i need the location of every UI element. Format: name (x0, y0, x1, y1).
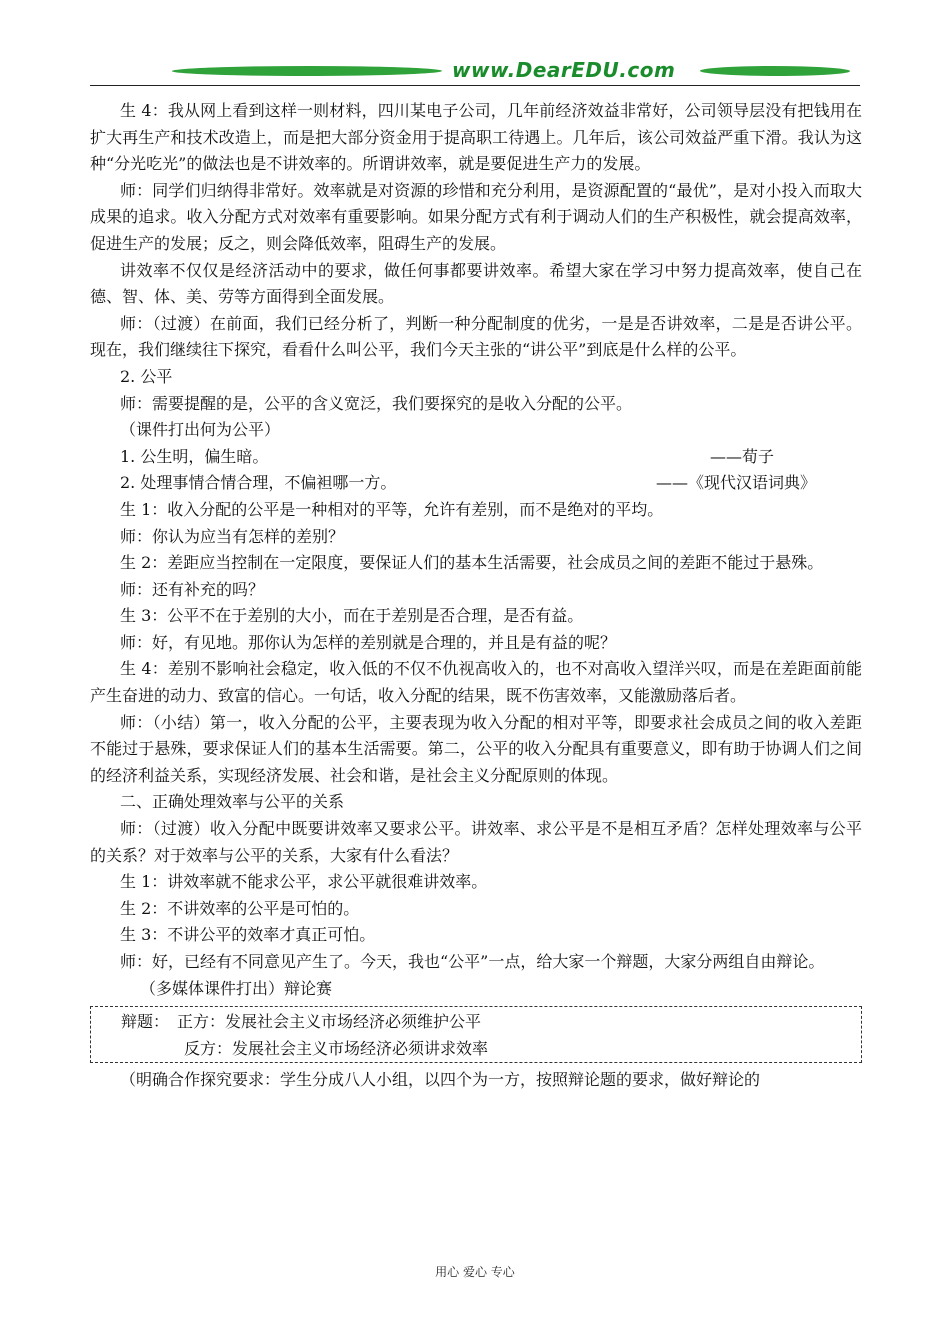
paragraph: 生 1：收入分配的公平是一种相对的平等，允许有差别，而不是绝对的平均。 (120, 499, 664, 519)
paragraph: 生 4：差别不影响社会稳定，收入低的不仅不仇视高收入的，也不对高收入望洋兴叹，而是在差距面前能产生奋进的动力、致富的信心。一句话，收入分配的结果，既不伤害效率，又能激励落后者。 (90, 659, 862, 706)
paragraph: 师：还有补充的吗？ (120, 579, 265, 599)
quote-line (90, 444, 862, 471)
debate-pro: 辩题： 正方：发展社会主义市场经济必须维护公平 (121, 1012, 482, 1032)
paragraph: 生 2：不讲效率的公平是可怕的。 (120, 898, 360, 918)
right-swoosh-decoration (698, 66, 853, 76)
section-heading: 2. 公平 (120, 366, 173, 386)
paragraph: 生 3：不讲公平的效率才真正可怕。 (120, 925, 376, 945)
quote-source: ——《现代汉语词典》 (655, 473, 816, 493)
paragraph: （课件打出何为公平） (120, 420, 281, 440)
paragraph: （明确合作探究要求：学生分成八人小组，以四个为一方，按照辩论题的要求，做好辩论的 (120, 1070, 761, 1090)
paragraph: 师：（小结）第一，收入分配的公平，主要表现为收入分配的相对平等，即要求社会成员之间的收入差距不能过于悬殊，要求保证人们的基本生活需要。第二，公平的收入分配具有重要意义，即有助于协调人们之间的经济利益关系，实现经济发展、社会和谐，是社会主义分配原则的体现。 (90, 712, 862, 785)
paragraph: 师：好，有见地。那你认为怎样的差别就是合理的，并且是有益的呢？ (120, 632, 617, 652)
paragraph: 生 3：公平不在于差别的大小，而在于差别是否合理，是否有益。 (120, 606, 584, 626)
page-header (90, 58, 860, 98)
quote-text: 1. 公生明，偏生暗。 (120, 446, 269, 466)
debate-con: 反方：发展社会主义市场经济必须讲求效率 (184, 1038, 489, 1058)
quote-source: ——荀子 (709, 446, 774, 466)
paragraph: 生 2：差距应当控制在一定限度，要保证人们的基本生活需要，社会成员之间的差距不能过于悬殊。 (120, 553, 824, 573)
paragraph: 生 4：我从网上看到这样一则材料，四川某电子公司，几年前经济效益非常好，公司领导层没有把钱用在扩大再生产和技术改造上，而是把大部分资金用于提高职工待遇上。几年后，该公司效益严重下滑。我认为这种“分光吃光”的做法也是不讲效率的。所谓讲效率，就是要促进生产力的发展。 (90, 101, 862, 174)
document-body (90, 98, 862, 1094)
page-footer: 用心 爱心 专心 (435, 1265, 515, 1279)
paragraph: 师：好，已经有不同意见产生了。今天，我也“公平”一点，给大家一个辩题，大家分两组自由辩论。 (120, 952, 825, 971)
left-swoosh-decoration (170, 66, 445, 76)
paragraph: 师：同学们归纳得非常好。效率就是对资源的珍惜和充分利用，是资源配置的“最优”，是对小投入而取大成果的追求。收入分配方式对效率有重要影响。如果分配方式有利于调动人们的生产积极性，就会提高效率，促进生产的发展；反之，则会降低效率，阻碍生产的发展。 (90, 180, 862, 253)
paragraph: （多媒体课件打出）辩论赛 (140, 978, 333, 998)
quote-line (90, 470, 862, 497)
paragraph: 讲效率不仅仅是经济活动中的要求，做任何事都要讲效率。希望大家在学习中努力提高效率，使自己在德、智、体、美、劳等方面得到全面发展。 (90, 260, 862, 307)
header-rule (90, 85, 860, 86)
debate-topic-box (90, 1006, 862, 1063)
paragraph: 师：需要提醒的是，公平的含义宽泛，我们要探究的是收入分配的公平。 (120, 393, 633, 413)
section-heading: 二、正确处理效率与公平的关系 (120, 792, 345, 812)
quote-text: 2. 处理事情合情合理，不偏袒哪一方。 (120, 473, 397, 493)
paragraph: 师：（过渡）在前面，我们已经分析了，判断一种分配制度的优劣，一是是否讲效率，二是是否讲公平。现在，我们继续往下探究，看看什么叫公平，我们今天主张的“讲公平”到底是什么样的公平。 (90, 313, 862, 360)
paragraph: 师：（过渡）收入分配中既要讲效率又要求公平。讲效率、求公平是不是相互矛盾？怎样处理效率与公平的关系？对于效率与公平的关系，大家有什么看法？ (90, 819, 862, 865)
paragraph: 生 1：讲效率就不能求公平，求公平就很难讲效率。 (120, 872, 488, 892)
site-logo[interactable]: www.DearEDU.com (448, 58, 679, 82)
paragraph: 师：你认为应当有怎样的差别？ (120, 526, 345, 546)
